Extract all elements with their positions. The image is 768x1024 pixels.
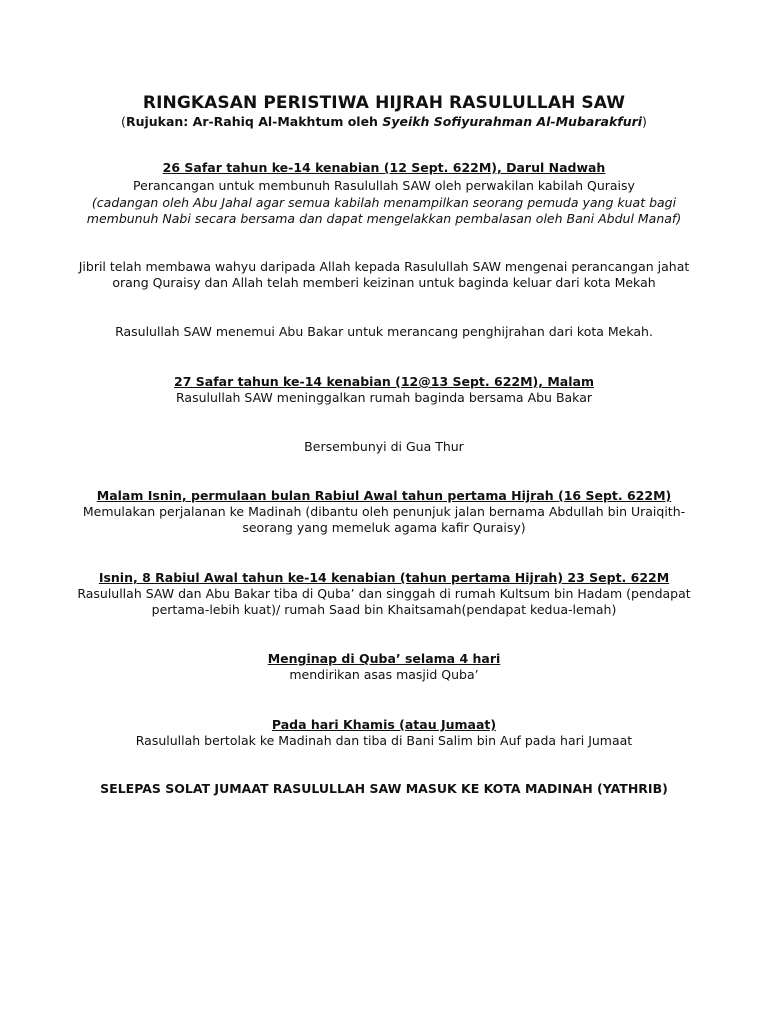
event-note: (cadangan oleh Abu Jahal agar semua kabilah menampilkan seorang pemuda yang kuat bagi: [91, 195, 677, 210]
event-text: Jibril telah membawa wahyu daripada Allah kepada Rasulullah SAW mengenai perancangan jahat: [78, 259, 690, 274]
reference-open: (: [121, 114, 126, 129]
event-heading: Malam Isnin, permulaan bulan Rabiul Awal tahun pertama Hijrah (16 Sept. 622M): [96, 488, 672, 503]
reference-label: Rujukan: Ar-Rahiq Al-Makhtum oleh: [125, 114, 383, 129]
event-text: mendirikan asas masjid Quba’: [289, 667, 479, 682]
event-heading: Menginap di Quba’ selama 4 hari: [267, 651, 501, 666]
event-heading: 26 Safar tahun ke-14 kenabian (12 Sept. 622M), Darul Nadwah: [162, 160, 606, 175]
event-text: seorang yang memeluk agama kafir Quraisy): [242, 520, 526, 535]
event-note: membunuh Nabi secara bersama dan dapat mengelakkan pembalasan oleh Bani Abdul Manaf): [86, 211, 682, 226]
page-title: RINGKASAN PERISTIWA HIJRAH RASULULLAH SAW: [142, 93, 626, 113]
event-text: pertama-lebih kuat)/ rumah Saad bin Khaitsamah(pendapat kedua-lemah): [151, 602, 617, 617]
reference-author: Syeikh Sofiyurahman Al-Mubarakfuri: [382, 114, 643, 129]
event-heading: Isnin, 8 Rabiul Awal tahun ke-14 kenabian (tahun pertama Hijrah) 23 Sept. 622M: [98, 570, 670, 585]
event-text: orang Quraisy dan Allah telah memberi keizinan untuk baginda keluar dari kota Mekah: [112, 275, 656, 290]
event-heading: Pada hari Khamis (atau Jumaat): [271, 717, 497, 732]
closing-statement: SELEPAS SOLAT JUMAAT RASULULLAH SAW MASUK KE KOTA MADINAH (YATHRIB): [100, 781, 668, 796]
reference-close: ): [642, 114, 647, 129]
event-text: Memulakan perjalanan ke Madinah (dibantu oleh penunjuk jalan bernama Abdullah bin Uraiqith-: [82, 504, 686, 519]
event-text: Rasulullah bertolak ke Madinah dan tiba di Bani Salim bin Auf pada hari Jumaat: [135, 733, 633, 748]
event-text: Rasulullah SAW dan Abu Bakar tiba di Quba’ dan singgah di rumah Kultsum bin Hadam (pendapat: [77, 586, 691, 601]
event-text: Rasulullah SAW meninggalkan rumah baginda bersama Abu Bakar: [176, 390, 592, 405]
event-text: Perancangan untuk membunuh Rasulullah SAW oleh perwakilan kabilah Quraisy: [133, 178, 635, 193]
event-heading: 27 Safar tahun ke-14 kenabian (12@13 Sept. 622M), Malam: [174, 374, 594, 389]
event-text: Rasulullah SAW menemui Abu Bakar untuk merancang penghijrahan dari kota Mekah.: [115, 324, 653, 339]
reference-line: [60, 114, 708, 130]
event-text: Bersembunyi di Gua Thur: [304, 439, 464, 454]
